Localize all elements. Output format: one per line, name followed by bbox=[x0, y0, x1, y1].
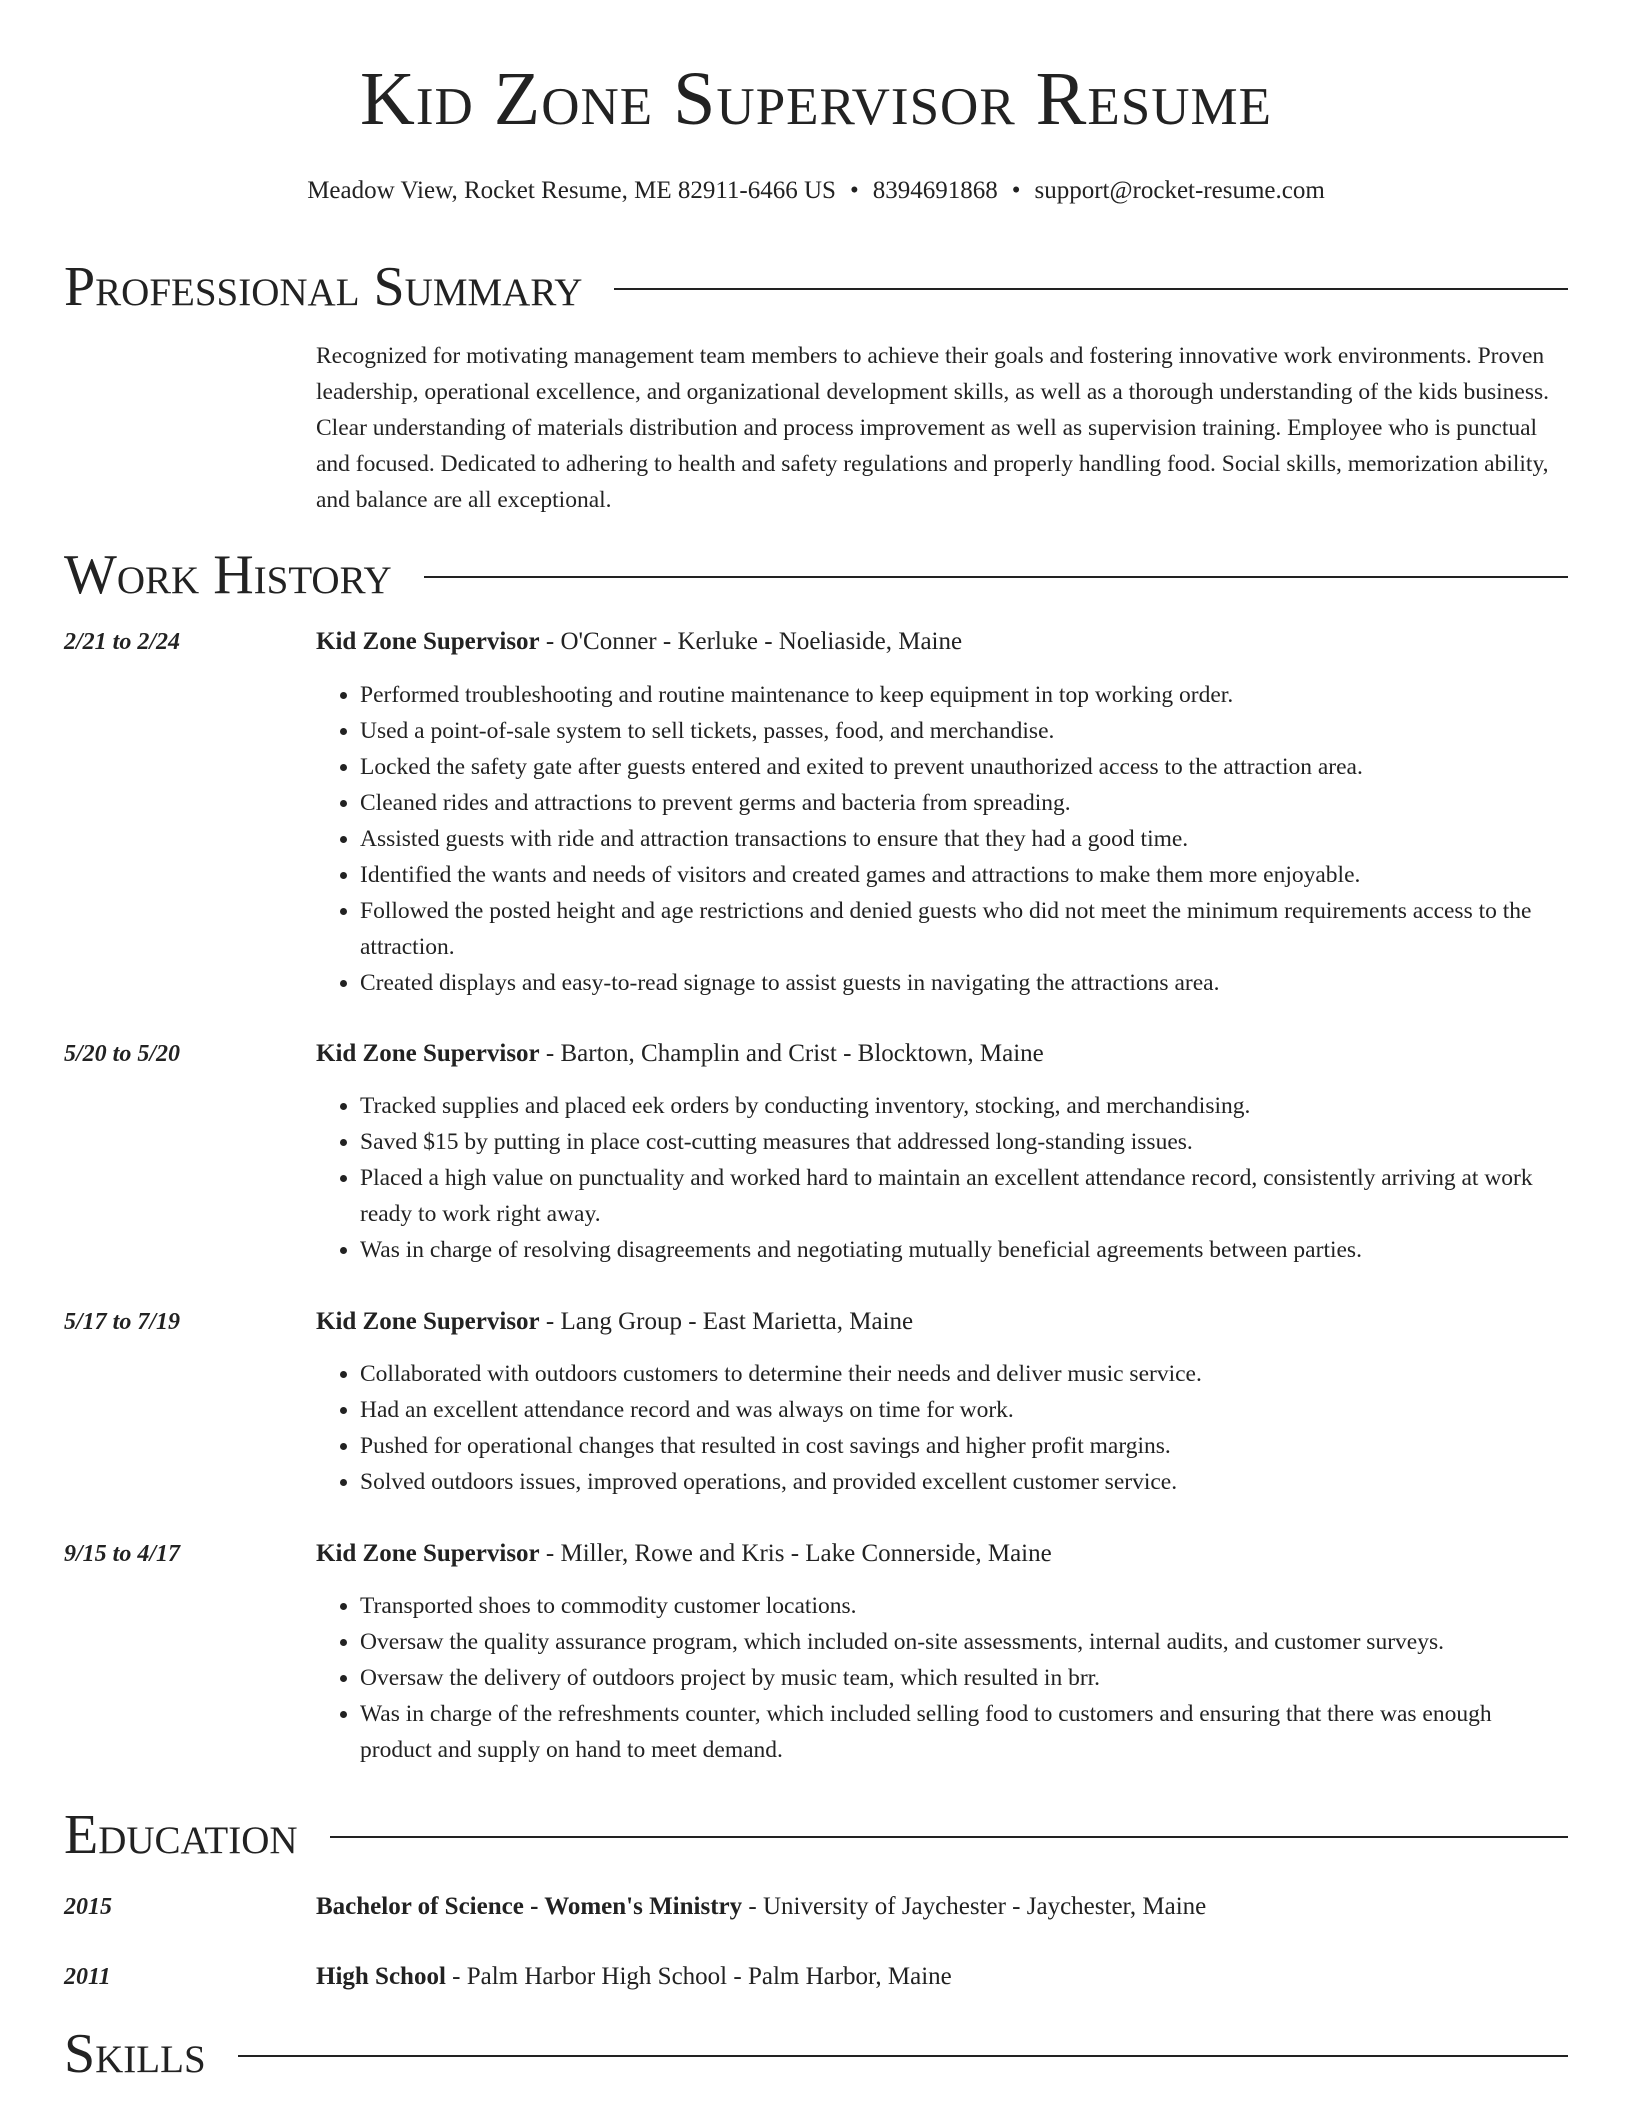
job-bullets bbox=[316, 677, 1568, 1001]
contact-separator: • bbox=[849, 177, 859, 204]
contact-separator: • bbox=[1011, 177, 1021, 204]
education-school: - Palm Harbor High School - Palm Harbor, Maine bbox=[445, 1963, 952, 1990]
job-bullet: • Performed troubleshooting and routine maintenance to keep equipment in top working order. bbox=[360, 677, 1568, 713]
job-dates: 9/15 to 4/17 bbox=[64, 1541, 181, 1567]
job-bullet: • Identified the wants and needs of visitors and created games and attractions to make them more enjoyable. bbox=[360, 857, 1568, 893]
education-degree: High School bbox=[316, 1963, 446, 1990]
section-title: Education bbox=[64, 1804, 298, 1866]
section-divider bbox=[238, 2055, 1568, 2057]
job-employer: - O'Conner - Kerluke - Noeliaside, Maine bbox=[539, 628, 963, 655]
section-heading-summary bbox=[64, 252, 1568, 322]
education-year: 2015 bbox=[64, 1894, 112, 1920]
job-bullet: • Was in charge of the refreshments counter, which included selling food to customers and ensuring that there was enough product and supply on hand to meet demand. bbox=[360, 1696, 1568, 1768]
job-title: Kid Zone Supervisor bbox=[316, 1540, 540, 1567]
job-bullet: • Followed the posted height and age restrictions and denied guests who did not meet the minimum requirements access to the attraction. bbox=[360, 893, 1568, 965]
job-bullet: • Oversaw the delivery of outdoors project by music team, which resulted in brr. bbox=[360, 1660, 1568, 1696]
job-dates: 2/21 to 2/24 bbox=[64, 629, 181, 655]
section-heading-education bbox=[64, 1800, 1568, 1870]
section-title: Skills bbox=[64, 2023, 206, 2085]
education-year: 2011 bbox=[64, 1964, 111, 1990]
job-bullet: • Transported shoes to commodity customer locations. bbox=[360, 1588, 1568, 1624]
job-bullets bbox=[316, 1588, 1568, 1768]
job-bullet: • Was in charge of resolving disagreements and negotiating mutually beneficial agreements between parties. bbox=[360, 1232, 1568, 1268]
job-employer: - Lang Group - East Marietta, Maine bbox=[539, 1308, 914, 1335]
contact-phone: 8394691868 bbox=[872, 177, 998, 204]
job-heading bbox=[316, 1305, 1568, 1339]
job-bullet: • Assisted guests with ride and attraction transactions to ensure that they had a good time. bbox=[360, 821, 1568, 857]
section-title: Work History bbox=[64, 544, 392, 606]
job-title: Kid Zone Supervisor bbox=[316, 1308, 540, 1335]
job-bullet: • Locked the safety gate after guests entered and exited to prevent unauthorized access to the attraction area. bbox=[360, 749, 1568, 785]
job-bullet: • Tracked supplies and placed eek orders by conducting inventory, stocking, and merchandising. bbox=[360, 1088, 1568, 1124]
education-degree: Bachelor of Science - Women's Ministry bbox=[316, 1893, 743, 1920]
job-heading bbox=[316, 1537, 1568, 1571]
section-title: Professional Summary bbox=[64, 256, 583, 318]
job-employer: - Miller, Rowe and Kris - Lake Connerside, Maine bbox=[539, 1540, 1052, 1567]
education-entry bbox=[64, 1960, 1568, 1996]
job-dates: 5/17 to 7/19 bbox=[64, 1309, 181, 1335]
resume-title: Kid Zone Supervisor Resume bbox=[360, 57, 1272, 141]
section-divider bbox=[330, 1836, 1568, 1838]
job-bullet: • Used a point-of-sale system to sell tickets, passes, food, and merchandise. bbox=[360, 713, 1568, 749]
section-divider bbox=[614, 288, 1568, 290]
section-heading-skills bbox=[64, 2019, 1568, 2089]
contact-line bbox=[0, 174, 1632, 208]
job-bullet: • Oversaw the quality assurance program, which included on-site assessments, internal audits, and customer surveys. bbox=[360, 1624, 1568, 1660]
summary-paragraph: Recognized for motivating management team members to achieve their goals and fostering innovative work environments. Proven leadership, operational excellence, and organizational development skills, as well as a thorough understanding of the kids business. Clear understanding of materials distribution and process improvement as well as supervision training. Employee who is punctual and focused. Dedicated to adhering to health and safety regulations and properly handling food. Social skills, memorization ability, and balance are all exceptional. bbox=[316, 343, 1549, 513]
job-bullet: • Cleaned rides and attractions to prevent germs and bacteria from spreading. bbox=[360, 785, 1568, 821]
job-dates: 5/20 to 5/20 bbox=[64, 1041, 181, 1067]
section-divider bbox=[424, 576, 1568, 578]
contact-email[interactable]: support@rocket-resume.com bbox=[1034, 177, 1325, 204]
job-bullet: • Placed a high value on punctuality and worked hard to maintain an excellent attendance record, consistently arriving at work ready to work right away. bbox=[360, 1160, 1568, 1232]
job-bullet: • Pushed for operational changes that resulted in cost savings and higher profit margins. bbox=[360, 1428, 1568, 1464]
job-heading bbox=[316, 625, 1568, 659]
education-entry bbox=[64, 1890, 1568, 1926]
job-title: Kid Zone Supervisor bbox=[316, 1040, 540, 1067]
job-bullet: • Created displays and easy-to-read signage to assist guests in navigating the attractions area. bbox=[360, 965, 1568, 1001]
job-bullet: • Collaborated with outdoors customers to determine their needs and deliver music service. bbox=[360, 1356, 1568, 1392]
education-heading bbox=[316, 1960, 1568, 1994]
section-heading-work-history bbox=[64, 540, 1568, 610]
contact-address: Meadow View, Rocket Resume, ME 82911-6466 US bbox=[307, 177, 836, 204]
job-bullet: • Saved $15 by putting in place cost-cutting measures that addressed long-standing issues. bbox=[360, 1124, 1568, 1160]
education-heading bbox=[316, 1890, 1568, 1924]
job-bullets bbox=[316, 1088, 1568, 1268]
job-heading bbox=[316, 1037, 1568, 1071]
education-school: - University of Jaychester - Jaychester, Maine bbox=[742, 1893, 1207, 1920]
job-title: Kid Zone Supervisor bbox=[316, 628, 540, 655]
job-bullet: • Solved outdoors issues, improved operations, and provided excellent customer service. bbox=[360, 1464, 1568, 1500]
job-bullet: • Had an excellent attendance record and was always on time for work. bbox=[360, 1392, 1568, 1428]
job-employer: - Barton, Champlin and Crist - Blocktown, Maine bbox=[539, 1040, 1044, 1067]
job-bullets bbox=[316, 1356, 1568, 1500]
